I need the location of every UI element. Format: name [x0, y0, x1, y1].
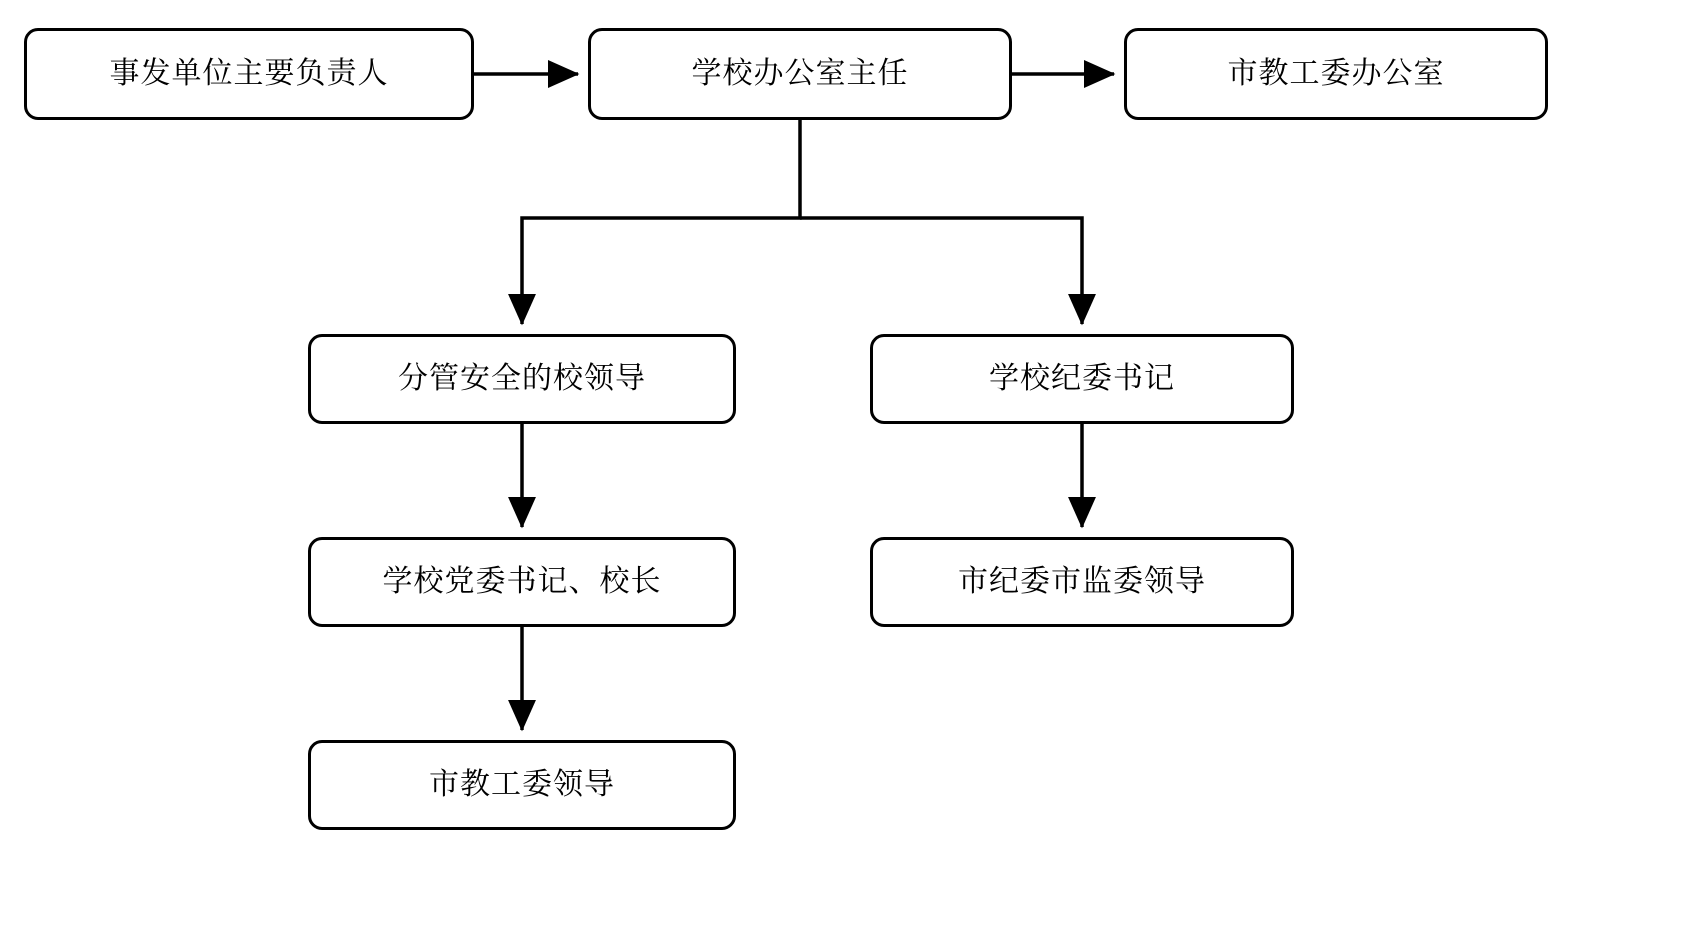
node-label: 学校办公室主任	[691, 57, 909, 90]
node-school-office-director[interactable]	[588, 28, 1012, 120]
node-municipal-edu-work-committee-office[interactable]	[1124, 28, 1548, 120]
node-municipal-edu-work-committee-leader[interactable]	[308, 740, 736, 830]
node-incident-unit-leader[interactable]	[24, 28, 474, 120]
node-label: 事发单位主要负责人	[109, 57, 389, 90]
node-municipal-discipline-supervision-leader[interactable]	[870, 537, 1294, 627]
edge-school-office-director-to-school-discipline-secretary	[800, 218, 1082, 324]
node-school-discipline-secretary[interactable]	[870, 334, 1294, 424]
node-label: 市纪委市监委领导	[958, 565, 1206, 598]
node-safety-school-leader[interactable]	[308, 334, 736, 424]
node-label: 市教工委办公室	[1227, 57, 1445, 90]
node-label: 学校党委书记、校长	[382, 565, 662, 598]
node-label: 市教工委领导	[429, 768, 615, 801]
node-label: 学校纪委书记	[989, 362, 1175, 395]
node-label: 分管安全的校领导	[398, 362, 646, 395]
node-school-party-secretary-president[interactable]	[308, 537, 736, 627]
edge-school-office-director-to-safety-school-leader	[522, 120, 800, 324]
